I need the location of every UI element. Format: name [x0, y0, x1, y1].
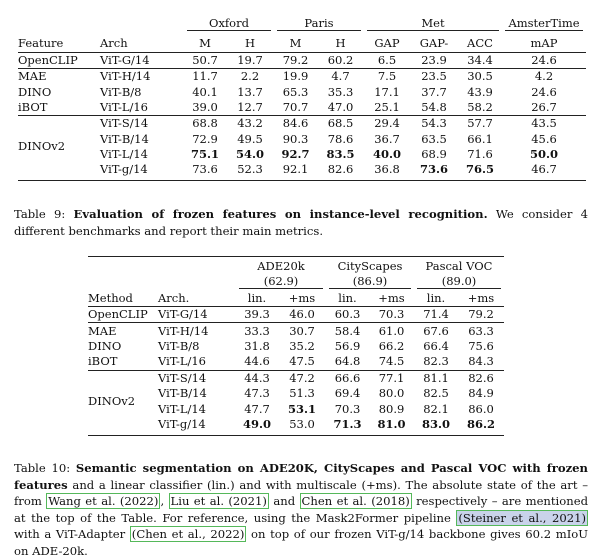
cell: 2.2 — [240, 69, 260, 84]
cell: 60.2 — [317, 53, 364, 69]
cell: 64.8 — [326, 354, 369, 370]
cell-best: 86.2 — [466, 416, 495, 431]
table-row — [88, 323, 504, 339]
cell: 17.1 — [374, 84, 400, 99]
cell: 70.3 — [369, 307, 414, 323]
cell: 26.7 — [502, 100, 586, 116]
group-pascal-voc: Pascal VOC — [425, 259, 493, 273]
dinov2-label: DINOv2 — [18, 139, 66, 154]
cell: 80.0 — [378, 386, 405, 401]
cell: 47.5 — [278, 354, 326, 370]
cell: ViT-B/14 — [100, 131, 149, 146]
cell: 19.7 — [226, 53, 274, 69]
cell-best: 71.3 — [333, 416, 362, 431]
cell: 81.1 — [423, 370, 449, 385]
cell: MAE — [88, 323, 117, 338]
cell: 71.6 — [467, 146, 493, 161]
cell: DINO — [88, 338, 122, 353]
cell: 30.5 — [467, 69, 493, 84]
cell: 49.5 — [237, 131, 263, 146]
header-cell: ACC — [458, 33, 502, 53]
cell: 68.9 — [421, 146, 447, 161]
cell: 69.4 — [334, 386, 361, 401]
cell: 47.0 — [317, 100, 364, 116]
table-9-caption — [14, 206, 588, 239]
table-10 — [88, 256, 504, 436]
cell: ViT-L/16 — [158, 354, 236, 370]
table-10-caption — [14, 460, 588, 559]
cell: 12.7 — [226, 100, 274, 116]
cell: 4.7 — [331, 69, 350, 84]
header-cell: mAP — [502, 33, 586, 53]
caption-title: Semantic segmentation on ADE20K, CityScapes and Pascal VOC with frozen features — [14, 461, 588, 492]
header-cell: lin. — [414, 289, 458, 307]
header-cell: lin. — [236, 289, 278, 307]
cell-best: 81.0 — [377, 416, 406, 431]
group-oxford: Oxford — [187, 16, 271, 31]
header-arch: Arch. — [158, 289, 236, 307]
group-amstertime: AmsterTime — [505, 16, 583, 31]
cell: 36.7 — [374, 131, 400, 146]
cell: 37.7 — [421, 84, 447, 99]
cell: 58.4 — [334, 323, 361, 338]
group-paris: Paris — [277, 16, 361, 31]
cell: 46.7 — [531, 162, 557, 177]
cell: ViT-B/8 — [100, 84, 142, 99]
cell: 43.5 — [531, 116, 557, 131]
cell: 6.5 — [364, 53, 410, 69]
cell: 66.1 — [467, 131, 493, 146]
cell: 7.5 — [377, 69, 397, 84]
cell: 57.7 — [467, 116, 493, 131]
header-row — [18, 33, 586, 53]
group-ade20k-sota: (62.9) — [239, 274, 323, 289]
cell: iBOT — [88, 354, 158, 370]
cell: 43.9 — [467, 84, 493, 99]
table-row — [88, 354, 504, 370]
cell-best: 54.0 — [235, 146, 264, 161]
cell: ViT-g/14 — [100, 162, 148, 177]
cell-best: 50.0 — [529, 146, 558, 161]
header-method: Method — [88, 289, 158, 307]
cell-best: 40.0 — [372, 146, 401, 161]
table-row — [88, 370, 504, 386]
cell: 50.7 — [184, 53, 226, 69]
caption-label: Table 9: — [14, 207, 66, 221]
table-row — [18, 100, 586, 116]
cell-best: 76.5 — [465, 162, 494, 177]
cell: 61.0 — [378, 323, 405, 338]
cell-best: 73.6 — [419, 162, 448, 177]
cell: 31.8 — [244, 338, 270, 353]
cell: ViT-G/14 — [100, 53, 184, 69]
group-met: Met — [367, 16, 499, 31]
cell: ViT-G/14 — [158, 307, 236, 323]
table-row — [18, 53, 586, 69]
cell: 60.3 — [326, 307, 369, 323]
header-cell: lin. — [326, 289, 369, 307]
cell: 44.3 — [244, 370, 270, 385]
table-row — [88, 307, 504, 323]
caption-text: We consider 4 different benchmarks and report their main metrics. — [14, 207, 588, 238]
cell: 46.0 — [278, 307, 326, 323]
cell-best: 75.1 — [190, 146, 219, 161]
cell: ViT-g/14 — [158, 416, 206, 431]
header-cell: +ms — [369, 289, 414, 307]
cell: 92.1 — [282, 162, 309, 177]
table-row — [88, 339, 504, 354]
cell: ViT-B/8 — [158, 338, 200, 353]
cell: iBOT — [18, 100, 100, 116]
cell: 4.2 — [534, 69, 554, 84]
cell: 29.4 — [374, 116, 400, 131]
cell: 79.2 — [458, 307, 504, 323]
group-pascal-voc-sota: (89.0) — [417, 274, 501, 289]
cell: 47.3 — [244, 386, 270, 401]
cell: 39.0 — [184, 100, 226, 116]
cell: 82.6 — [468, 370, 494, 385]
header-cell: +ms — [458, 289, 504, 307]
cell: ViT-L/16 — [100, 100, 184, 116]
caption-label: Table 10: — [14, 461, 71, 475]
cell: 65.3 — [282, 84, 309, 99]
header-arch: Arch — [100, 33, 184, 53]
cell: DINO — [18, 84, 52, 99]
cell: 82.1 — [423, 401, 449, 416]
cell: 39.3 — [236, 307, 278, 323]
cell: 79.2 — [274, 53, 317, 69]
cell: 35.3 — [327, 84, 354, 99]
cell: 47.7 — [244, 401, 270, 416]
caption-text: respectively – are mentioned at the top of the Table. For reference, using the Mask2Former pipeline — [14, 494, 588, 525]
cell: 70.7 — [274, 100, 317, 116]
cell: OpenCLIP — [18, 53, 100, 69]
table-9 — [18, 14, 586, 181]
cell: 86.0 — [468, 401, 494, 416]
cell: 80.9 — [378, 401, 405, 416]
citation-link[interactable]: (Steiner et al., 2021) — [458, 510, 586, 525]
cell: MAE — [18, 69, 47, 84]
cell: 84.6 — [282, 116, 309, 131]
caption-title: Evaluation of frozen features on instance-level recognition. — [73, 207, 488, 221]
cell-best: 92.7 — [281, 146, 310, 161]
caption-text: and — [273, 494, 296, 508]
dinov2-label: DINOv2 — [88, 393, 136, 408]
header-row — [88, 289, 504, 307]
cell: 71.4 — [414, 307, 458, 323]
cell: 66.2 — [378, 338, 405, 353]
cell: ViT-S/14 — [100, 116, 149, 131]
group-cityscapes-sota: (86.9) — [329, 274, 411, 289]
cell-best: 83.5 — [326, 146, 355, 161]
header-cell: GAP — [364, 33, 410, 53]
cell: 47.2 — [289, 370, 315, 385]
cell: 23.5 — [421, 69, 447, 84]
cell: 70.3 — [334, 401, 361, 416]
cell: 45.6 — [531, 131, 557, 146]
cell: 54.8 — [410, 100, 458, 116]
cell: 66.6 — [334, 370, 361, 385]
cell: ViT-H/14 — [100, 69, 151, 84]
cell: 63.3 — [468, 323, 494, 338]
cell: 43.2 — [237, 116, 263, 131]
caption-text: and a linear classifier (lin.) and with multiscale (+ms). The absolute state of the art – from — [14, 477, 588, 508]
cell: 72.9 — [192, 131, 218, 146]
table-row — [18, 162, 586, 177]
citation-link[interactable]: Liu et al. (2021) — [170, 494, 267, 508]
cell-best: 53.1 — [287, 401, 316, 416]
cell: 24.6 — [502, 53, 586, 69]
caption-text: , — [160, 494, 165, 508]
cell: 63.5 — [421, 131, 447, 146]
cell: 24.6 — [531, 84, 557, 99]
cell: 52.3 — [237, 162, 263, 177]
cell: 25.1 — [364, 100, 410, 116]
cell: 56.9 — [334, 338, 361, 353]
cell: 40.1 — [192, 84, 218, 99]
caption-text: on top of our frozen ViT-g/14 backbone gives 60.2 mIoU on ADE-20k. — [14, 527, 589, 558]
cell: 23.9 — [410, 53, 458, 69]
cell: 78.6 — [327, 131, 354, 146]
header-cell: M — [184, 33, 226, 53]
cell: ViT-S/14 — [158, 370, 207, 385]
cell: 68.5 — [327, 116, 354, 131]
cell: 90.3 — [282, 131, 309, 146]
cell: 67.6 — [423, 323, 449, 338]
cell: 34.4 — [458, 53, 502, 69]
cell: 51.3 — [289, 386, 315, 401]
header-cell: GAP- — [410, 33, 458, 53]
header-cell: H — [226, 33, 274, 53]
cell: 30.7 — [289, 323, 315, 338]
cell: 68.8 — [192, 116, 218, 131]
cell: 84.3 — [458, 354, 504, 370]
table-row — [18, 147, 586, 162]
cell: ViT-B/14 — [158, 386, 207, 401]
header-cell: H — [317, 33, 364, 53]
cell-best: 49.0 — [242, 416, 271, 431]
cell: 36.8 — [374, 162, 400, 177]
cell: 82.5 — [423, 386, 449, 401]
cell: 19.9 — [282, 69, 309, 84]
cell: ViT-L/14 — [158, 401, 206, 416]
cell: 74.5 — [369, 354, 414, 370]
header-feature: Feature — [18, 33, 100, 53]
cell-best: 83.0 — [421, 416, 450, 431]
cell: 82.3 — [414, 354, 458, 370]
table-row — [18, 131, 586, 146]
cell: OpenCLIP — [88, 307, 158, 323]
caption-text: with a ViT-Adapter — [14, 527, 126, 541]
cell: ViT-H/14 — [158, 323, 209, 338]
table-row — [18, 69, 586, 85]
cell: 35.2 — [289, 338, 315, 353]
cell: 84.9 — [468, 386, 494, 401]
group-cityscapes: CityScapes — [337, 259, 403, 273]
cell: ViT-L/14 — [100, 146, 148, 161]
citation-link[interactable]: Chen et al. (2018) — [301, 494, 410, 508]
header-cell: +ms — [278, 289, 326, 307]
header-cell: M — [274, 33, 317, 53]
table-row — [18, 85, 586, 100]
cell: 44.6 — [236, 354, 278, 370]
cell: 77.1 — [378, 370, 405, 385]
cell: 66.4 — [423, 338, 449, 353]
group-ade20k: ADE20k — [257, 259, 305, 273]
cell: 33.3 — [244, 323, 270, 338]
cell: 13.7 — [237, 84, 263, 99]
cell: 53.0 — [289, 416, 315, 431]
cell: 11.7 — [192, 69, 218, 84]
cell: 82.6 — [327, 162, 354, 177]
citation-link[interactable]: (Chen et al., 2022) — [131, 527, 245, 541]
table-row — [18, 116, 586, 132]
cell: 75.6 — [468, 338, 494, 353]
cell: 73.6 — [192, 162, 218, 177]
cell: 58.2 — [458, 100, 502, 116]
citation-link[interactable]: Wang et al. (2022) — [48, 494, 159, 508]
cell: 54.3 — [421, 116, 447, 131]
